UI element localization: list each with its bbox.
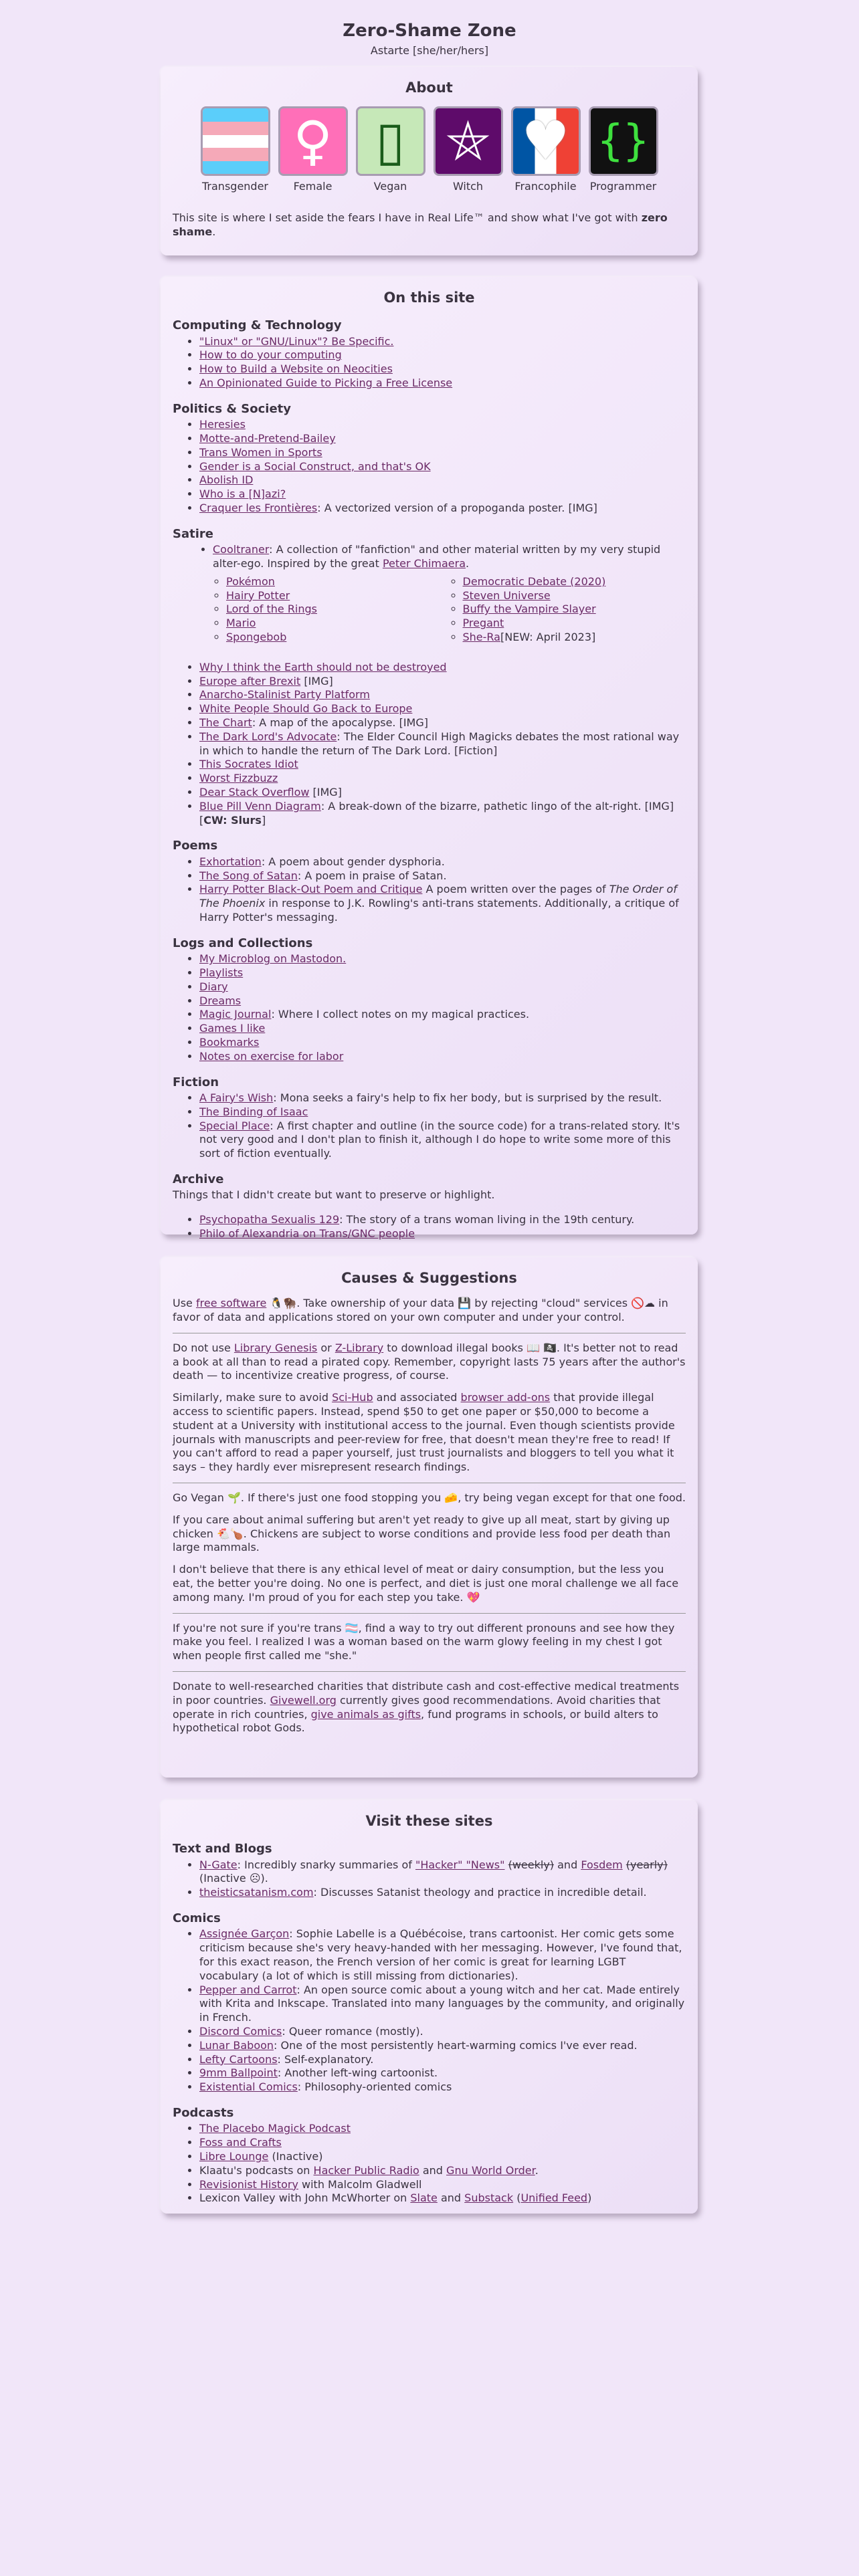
article-link[interactable]: Abolish ID xyxy=(199,473,254,487)
list-item xyxy=(199,362,686,377)
list-item xyxy=(226,575,450,589)
article-link[interactable]: Dreams xyxy=(199,994,242,1007)
fiction-heading: Fiction xyxy=(173,1075,219,1089)
list-item xyxy=(199,1050,686,1064)
article-link[interactable]: White People Should Go Back to Europe xyxy=(199,702,413,716)
n-gate-link[interactable]: N-Gate xyxy=(199,1858,237,1871)
article-link[interactable]: Why I think the Earth should not be destroyed xyxy=(199,660,447,673)
identity-row xyxy=(173,106,686,194)
list-item xyxy=(226,589,450,603)
free-software-link[interactable]: free software xyxy=(195,1297,267,1310)
list-item: • Lexicon Valley with John McWhorter on Slate and Substack (Unified Feed) xyxy=(199,2191,686,2206)
sub-link[interactable]: Spongebob xyxy=(226,631,287,644)
archive-heading: Archive xyxy=(173,1172,224,1186)
list-item: • The Dark Lord's Advocate: The Elder Council High Magicks debates the most rational way in which to handle the return of The Dark Lord. [Fiction] xyxy=(199,730,686,758)
libgen-paragraph: Do not use Library Genesis or Z-Library to download illegal books 📖 🏴‍☠️. It's better not to read a book at all than to read a pirated copy. Remember, copyright lasts 75 years after the author's death — to incentivize creative progress, of course. xyxy=(173,1341,686,1382)
list-item: • Harry Potter Black-Out Poem and Critique A poem written over the pages of The Order of The Phoenix in response to J.K. Rowling's anti-trans statements. Additionally, a critique of Harry Potter's messaging. xyxy=(199,883,686,924)
list-item: • Pepper and Carrot: An open source comic about a young witch and her cat. Made entirely with Krita and Inkscape. Translated into many languages by the community, and originally in French. xyxy=(199,1983,686,2025)
comic-link[interactable]: Assignée Garçon xyxy=(199,1927,290,1941)
identity-transgender xyxy=(201,106,270,194)
comic-link[interactable]: Pepper and Carrot xyxy=(199,1983,297,1996)
list-item: • Lefty Cartoons: Self-explanatory. xyxy=(199,2053,686,2067)
french-heart-flag-icon: ♥ xyxy=(511,106,581,176)
article-link[interactable]: Trans Women in Sports xyxy=(199,445,322,459)
female-symbol-icon: ♀ xyxy=(278,106,348,176)
charity-paragraph: Donate to well-researched charities that distribute cash and cost-effective medical treatments in poor countries. Givewell.org currently gives good recommendations. Avoid charities that operate in rich countries, give animals as gifts, fund programs in schools, or build alters to hypothetical robot Gods. xyxy=(173,1680,680,1735)
identity-witch xyxy=(434,106,503,194)
list-item: • Libre Lounge (Inactive) xyxy=(199,2150,686,2164)
comic-link[interactable]: Lefty Cartoons xyxy=(199,2052,278,2066)
list-item xyxy=(463,589,686,603)
about-card xyxy=(161,67,698,255)
article-link[interactable]: My Microblog on Mastodon. xyxy=(199,952,347,966)
on-this-site-card xyxy=(161,277,698,1240)
list-item: • Exhortation: A poem about gender dysphoria. xyxy=(199,855,686,869)
podcast-link[interactable]: Revisionist History xyxy=(199,2177,298,2191)
list-item: • Cooltraner: A collection of "fanfiction" and other material written by my very stupid alter-ego. Inspired by the great Peter Chimaera. ◦ Pokémon ◦ Hairy Potter ◦ Lord of the Rings ◦ Mario ◦ Spongebob ◦ Democratic Debate (2020) ◦ Steven Universe ◦ Buffy the Vampire Slayer ◦ Pregant ◦ She-Ra[NEW: April 2023] xyxy=(213,543,686,645)
causes-heading: Causes & Suggestions xyxy=(341,1270,517,1286)
list-item: • The Song of Satan: A poem in praise of Satan. xyxy=(199,869,686,883)
list-item: • Existential Comics: Philosophy-oriented comics xyxy=(199,2080,686,2095)
fiction-list xyxy=(173,1091,686,1161)
list-item xyxy=(199,1022,686,1036)
browser-addons-link[interactable]: browser add-ons xyxy=(460,1391,551,1404)
text-blogs-heading: Text and Blogs xyxy=(173,1842,272,1856)
sub-link[interactable]: Mario xyxy=(226,617,256,630)
unified-feed-link[interactable]: Unified Feed xyxy=(520,2191,588,2205)
ethics-paragraph: I don't believe that there is any ethical level of meat or dairy consumption, but the less you eat, the better you're doing. No one is perfect, and diet is just one moral challenge we all face among many. I'm proud of you for each step you take. 💖 xyxy=(173,1563,679,1604)
text-blogs-list xyxy=(173,1858,686,1900)
article-link[interactable]: Motte-and-Pretend-Bailey xyxy=(199,432,336,445)
animal-gifts-link[interactable]: give animals as gifts xyxy=(310,1707,421,1721)
article-link[interactable]: Europe after Brexit xyxy=(199,674,301,687)
cooltraner-link[interactable]: Cooltraner xyxy=(213,543,270,556)
list-item: • theisticsatanism.com: Discusses Satanist theology and practice in incredible detail. xyxy=(199,1886,686,1900)
list-item xyxy=(463,575,686,589)
hpr-link[interactable]: Hacker Public Radio xyxy=(313,2163,419,2177)
article-link[interactable]: Playlists xyxy=(199,966,244,979)
sub-link[interactable]: Buffy the Vampire Slayer xyxy=(462,603,596,616)
article-link[interactable]: How to Build a Website on Neocities xyxy=(199,362,393,376)
on-this-site-heading: On this site xyxy=(383,290,475,306)
list-item: • Craquer les Frontières: A vectorized version of a propoganda poster. [IMG] xyxy=(199,502,686,516)
list-item xyxy=(199,460,686,474)
list-item xyxy=(226,603,450,617)
article-link[interactable]: Games I like xyxy=(199,1022,266,1035)
sci-hub-link[interactable]: Sci-Hub xyxy=(332,1391,373,1404)
article-link[interactable]: Gender is a Social Construct, and that's OK xyxy=(199,459,431,473)
list-item xyxy=(199,1036,686,1050)
article-link[interactable]: Diary xyxy=(199,980,228,993)
list-item xyxy=(199,1105,686,1119)
article-link[interactable]: Dear Stack Overflow xyxy=(199,785,310,798)
list-item xyxy=(199,994,686,1008)
substack-link[interactable]: Substack xyxy=(464,2191,514,2205)
article-link[interactable]: Who is a [N]azi? xyxy=(199,488,286,501)
vegan-paragraph: Go Vegan 🌱. If there's just one food stopping you 🧀, try being vegan except for that one food. xyxy=(173,1491,686,1505)
list-item: • Europe after Brexit [IMG] xyxy=(199,675,686,689)
article-link[interactable]: Special Place xyxy=(199,1119,270,1132)
list-item xyxy=(199,702,686,716)
identity-label: Transgender xyxy=(202,180,268,193)
logs-list xyxy=(173,952,686,1063)
identity-vegan xyxy=(356,106,425,194)
list-item xyxy=(199,432,686,446)
list-item xyxy=(199,966,686,980)
sub-link[interactable]: Pregant xyxy=(462,617,504,630)
article-link[interactable]: Philo of Alexandria on Trans/GNC people xyxy=(199,1226,415,1240)
article-link[interactable]: Blue Pill Venn Diagram xyxy=(199,799,321,813)
vegan-icon: ▯ xyxy=(356,106,425,176)
article-link[interactable]: Magic Journal xyxy=(199,1008,272,1021)
computing-heading: Computing & Technology xyxy=(173,318,342,333)
identity-programmer xyxy=(589,106,658,194)
podcast-link[interactable]: Libre Lounge xyxy=(199,2150,269,2163)
article-link[interactable]: "Linux" or "GNU/Linux"? Be Specific. xyxy=(199,334,394,348)
list-item xyxy=(199,446,686,460)
free-software-paragraph: Use free software 🐧🦬. Take ownership of your data 💾 by rejecting "cloud" services 🚫☁ in favor of data and applications stored on your own computer and under your control. xyxy=(173,1297,668,1324)
list-item xyxy=(199,980,686,994)
list-item: • The Chart: A map of the apocalypse. [IMG] xyxy=(199,716,686,730)
list-item xyxy=(199,688,686,702)
trans-paragraph: If you're not sure if you're trans 🏳️‍⚧️, find a way to try out different pronouns and see how they make you feel. I realized I was a woman based on the warm glowy feeling in my chest I got when people first called me "she." xyxy=(173,1621,675,1662)
list-item: • Revisionist History with Malcolm Gladwell xyxy=(199,2178,686,2192)
pentagram-icon: ⛤ xyxy=(434,106,503,176)
cooltraner-sublist xyxy=(213,575,686,645)
identity-label: Female xyxy=(293,180,332,193)
code-braces-icon: {} xyxy=(589,106,658,176)
list-item: • A Fairy's Wish: Mona seeks a fairy's help to fix her body, but is surprised by the result. xyxy=(199,1091,686,1105)
site-title: Zero-Shame Zone xyxy=(343,21,516,41)
list-item: • Special Place: A first chapter and outline (in the source code) for a trans-related story. It's not very good and I don't plan to finish it, although I do hope to write some more of this sort of fiction eventually. xyxy=(199,1119,686,1161)
politics-heading: Politics & Society xyxy=(173,401,292,416)
podcast-link[interactable]: Foss and Crafts xyxy=(199,2136,282,2149)
computing-list xyxy=(173,335,686,391)
identity-label: Witch xyxy=(452,180,484,193)
list-item xyxy=(199,473,686,488)
z-library-link[interactable]: Z-Library xyxy=(335,1341,384,1354)
scihub-paragraph: Similarly, make sure to avoid Sci-Hub and associated browser add-ons that provide illegal access to scientific papers. Instead, spend $50 to get one paper or $50,000 to become a student at a University with institutional access to the journal. Even though scientists provide journals with manuscripts and peer-review for free, that doesn't mean they're free to read! If you can't afford to read a paper yourself, just trust journalists and bloggers to tell you what it says – they hardly ever misrepresent research findings. xyxy=(173,1391,675,1474)
theistic-satanism-link[interactable]: theisticsatanism.com xyxy=(199,1886,314,1899)
list-item: • Assignée Garçon: Sophie Labelle is a Québécoise, trans cartoonist. Her comic gets some criticism because she's very heavy-handed with her messaging. However, I've found that, for this exact reason, the French version of her comic is great for learning LGBT vocabulary (a lot of which is still missing from dictionaries). xyxy=(199,1927,686,1983)
archive-list xyxy=(173,1213,686,1241)
site-header xyxy=(0,0,859,58)
slate-link[interactable]: Slate xyxy=(410,2191,438,2205)
article-link[interactable]: The Binding of Isaac xyxy=(199,1105,308,1118)
transgender-flag-icon xyxy=(201,106,270,176)
list-item xyxy=(199,348,686,362)
article-link[interactable]: Heresies xyxy=(199,418,246,431)
list-item: • N-Gate: Incredibly snarky summaries of "Hacker" "News" (weekly) and Fosdem (yearly) (Inactive ☹). xyxy=(199,1858,686,1887)
peter-chimaera-link[interactable]: Peter Chimaera xyxy=(382,557,466,570)
identity-francophile xyxy=(511,106,581,194)
comic-link[interactable]: Lunar Baboon xyxy=(199,2038,274,2052)
podcasts-list xyxy=(173,2122,686,2206)
podcast-link[interactable]: The Placebo Magick Podcast xyxy=(199,2122,351,2135)
article-link[interactable]: The Song of Satan xyxy=(199,869,298,882)
identity-label: Vegan xyxy=(373,180,407,193)
article-link[interactable]: An Opinionated Guide to Picking a Free License xyxy=(199,377,453,390)
poems-heading: Poems xyxy=(173,839,218,853)
sub-link[interactable]: Pokémon xyxy=(226,574,275,588)
article-link[interactable]: How to do your computing xyxy=(199,348,342,362)
chicken-paragraph: If you care about animal suffering but aren't yet ready to give up all meat, start by giving up chicken 🐔🍗. Chickens are subject to worse conditions and provide less food per death than large mammals. xyxy=(173,1513,671,1554)
sub-link[interactable]: Democratic Debate (2020) xyxy=(462,574,606,588)
comics-list xyxy=(173,1927,686,2095)
list-item: • Dear Stack Overflow [IMG] xyxy=(199,786,686,800)
list-item xyxy=(226,617,450,631)
article-link[interactable]: Exhortation xyxy=(199,855,262,868)
comic-link[interactable]: Existential Comics xyxy=(199,2080,298,2094)
fosdem-link[interactable]: Fosdem xyxy=(581,1858,623,1871)
list-item: • Klaatu's podcasts on Hacker Public Radio and Gnu World Order. xyxy=(199,2164,686,2178)
article-link[interactable]: A Fairy's Wish xyxy=(199,1091,274,1104)
list-item xyxy=(226,631,450,645)
list-item: • 9mm Ballpoint: Another left-wing cartoonist. xyxy=(199,2066,686,2080)
list-item xyxy=(463,603,686,617)
list-item xyxy=(199,661,686,675)
list-item: • Psychopatha Sexualis 129: The story of a trans woman living in the 19th century. xyxy=(199,1213,686,1227)
list-item: • Lunar Baboon: One of the most persistently heart-warming comics I've ever read. xyxy=(199,2039,686,2053)
archive-description: Things that I didn't create but want to preserve or highlight. xyxy=(173,1188,495,1202)
article-link[interactable]: Craquer les Frontières xyxy=(199,502,318,515)
list-item xyxy=(199,335,686,349)
divider xyxy=(173,1613,686,1614)
list-item: • Discord Comics: Queer romance (mostly). xyxy=(199,2025,686,2039)
site-subtitle: Astarte [she/her/hers] xyxy=(370,43,489,57)
sub-link[interactable]: Hairy Potter xyxy=(226,588,290,602)
library-genesis-link[interactable]: Library Genesis xyxy=(233,1341,318,1354)
article-link[interactable]: This Socrates Idiot xyxy=(199,758,298,771)
article-link[interactable]: The Chart xyxy=(199,716,252,729)
satire-heading: Satire xyxy=(173,526,213,541)
politics-list xyxy=(173,418,686,516)
article-link[interactable]: Psychopatha Sexualis 129 xyxy=(199,1213,340,1226)
visit-card xyxy=(161,1800,698,2214)
hacker-news-link[interactable]: "Hacker" "News" xyxy=(415,1858,505,1871)
article-link[interactable]: Notes on exercise for labor xyxy=(199,1049,344,1063)
list-item xyxy=(463,617,686,631)
about-heading: About xyxy=(405,80,453,96)
list-item xyxy=(199,1227,686,1241)
causes-card xyxy=(161,1257,698,1778)
list-item: • Blue Pill Venn Diagram: A break-down of the bizarre, pathetic lingo of the alt-right. [IMG] [CW: Slurs] xyxy=(199,800,686,828)
satire-list xyxy=(173,543,686,827)
list-item xyxy=(199,758,686,772)
comic-link[interactable]: Discord Comics xyxy=(199,2025,282,2038)
comics-heading: Comics xyxy=(173,1911,221,1926)
about-text: This site is where I set aside the fears I have in Real Life™ and show what I've got with zero shame. xyxy=(173,211,668,238)
sub-link[interactable]: Steven Universe xyxy=(462,588,551,602)
article-link[interactable]: Anarcho-Stalinist Party Platform xyxy=(199,688,370,702)
article-link[interactable]: Bookmarks xyxy=(199,1035,260,1049)
list-item xyxy=(199,2136,686,2150)
list-item xyxy=(199,2122,686,2136)
comic-link[interactable]: 9mm Ballpoint xyxy=(199,2066,278,2080)
divider xyxy=(173,1671,686,1672)
givewell-link[interactable]: Givewell.org xyxy=(270,1693,337,1707)
gnu-world-order-link[interactable]: Gnu World Order xyxy=(446,2163,535,2177)
sub-link[interactable]: Lord of the Rings xyxy=(226,603,318,616)
list-item: ◦ She-Ra[NEW: April 2023] xyxy=(463,631,686,645)
article-link[interactable]: Harry Potter Black-Out Poem and Critique xyxy=(199,883,423,896)
identity-label: Programmer xyxy=(589,180,657,193)
visit-heading: Visit these sites xyxy=(365,1813,493,1829)
list-item xyxy=(199,952,686,966)
list-item xyxy=(199,418,686,432)
list-item: • Magic Journal: Where I collect notes on my magical practices. xyxy=(199,1008,686,1022)
identity-label: Francophile xyxy=(514,180,577,193)
sub-link[interactable]: She-Ra xyxy=(462,631,500,644)
article-link[interactable]: The Dark Lord's Advocate xyxy=(199,730,337,743)
list-item xyxy=(199,772,686,786)
article-link[interactable]: Worst Fizzbuzz xyxy=(199,772,278,785)
list-item xyxy=(199,488,686,502)
logs-heading: Logs and Collections xyxy=(173,936,313,950)
identity-female xyxy=(278,106,348,194)
list-item xyxy=(199,377,686,391)
podcasts-heading: Podcasts xyxy=(173,2106,234,2121)
poems-list xyxy=(173,855,686,925)
